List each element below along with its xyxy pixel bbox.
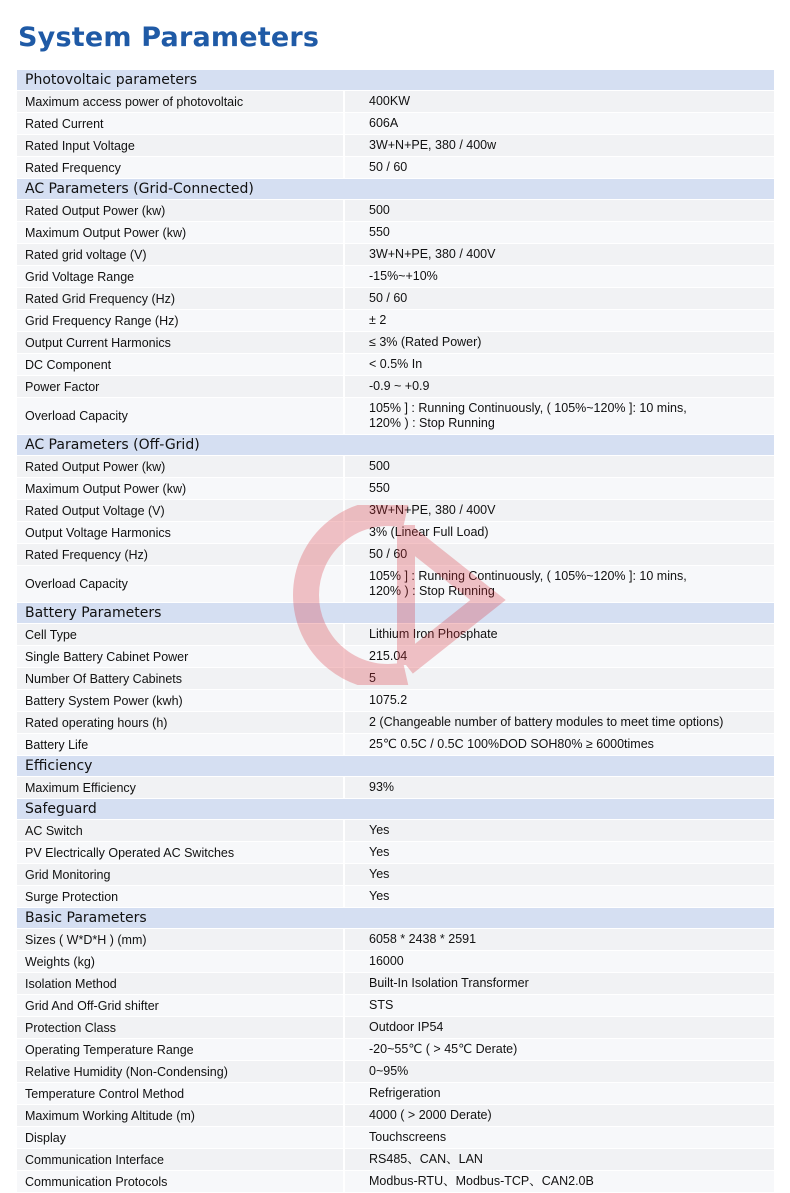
section-header: AC Parameters (Grid-Connected) xyxy=(17,179,774,200)
param-name: Output Current Harmonics xyxy=(17,332,345,353)
param-value: Touchscreens xyxy=(345,1127,774,1148)
param-value: 50 / 60 xyxy=(345,288,774,309)
table-row xyxy=(17,310,774,332)
param-name: Battery System Power (kwh) xyxy=(17,690,345,711)
param-name: Maximum Output Power (kw) xyxy=(17,222,345,243)
param-value: < 0.5% In xyxy=(345,354,774,375)
param-value: 5 xyxy=(345,668,774,689)
param-name: Communication Protocols xyxy=(17,1171,345,1192)
param-value: Outdoor IP54 xyxy=(345,1017,774,1038)
param-value: 550 xyxy=(345,478,774,499)
param-name: Operating Temperature Range xyxy=(17,1039,345,1060)
param-value: 16000 xyxy=(345,951,774,972)
param-value: ± 2 xyxy=(345,310,774,331)
param-value: 50 / 60 xyxy=(345,544,774,565)
param-name: Weights (kg) xyxy=(17,951,345,972)
param-value: 1075.2 xyxy=(345,690,774,711)
table-row xyxy=(17,624,774,646)
spec-table xyxy=(17,70,774,1193)
table-row xyxy=(17,566,774,603)
param-name: Maximum access power of photovoltaic xyxy=(17,91,345,112)
table-row xyxy=(17,288,774,310)
param-value: Yes xyxy=(345,886,774,907)
param-name: Grid Voltage Range xyxy=(17,266,345,287)
table-row xyxy=(17,734,774,756)
param-value: -20~55℃ ( > 45℃ Derate) xyxy=(345,1039,774,1060)
section-header: Safeguard xyxy=(17,799,774,820)
param-value: ≤ 3% (Rated Power) xyxy=(345,332,774,353)
param-value: 0~95% xyxy=(345,1061,774,1082)
param-value: STS xyxy=(345,995,774,1016)
table-row xyxy=(17,266,774,288)
table-row xyxy=(17,1083,774,1105)
param-value: Yes xyxy=(345,864,774,885)
table-row xyxy=(17,712,774,734)
param-value: -0.9 ~ +0.9 xyxy=(345,376,774,397)
param-name: Rated operating hours (h) xyxy=(17,712,345,733)
param-name: Rated Current xyxy=(17,113,345,134)
param-value: 500 xyxy=(345,200,774,221)
table-row xyxy=(17,842,774,864)
table-row xyxy=(17,1039,774,1061)
param-name: Overload Capacity xyxy=(17,398,345,434)
param-name: Isolation Method xyxy=(17,973,345,994)
table-row xyxy=(17,1127,774,1149)
param-name: Maximum Efficiency xyxy=(17,777,345,798)
param-value: 3W+N+PE, 380 / 400V xyxy=(345,500,774,521)
table-row xyxy=(17,1061,774,1083)
param-name: Temperature Control Method xyxy=(17,1083,345,1104)
table-row xyxy=(17,820,774,842)
table-row xyxy=(17,995,774,1017)
section-rows xyxy=(17,624,774,756)
table-row xyxy=(17,973,774,995)
param-name: Rated Output Power (kw) xyxy=(17,456,345,477)
table-row xyxy=(17,398,774,435)
param-name: Display xyxy=(17,1127,345,1148)
section-header: Battery Parameters xyxy=(17,603,774,624)
param-name: Single Battery Cabinet Power xyxy=(17,646,345,667)
param-name: Number Of Battery Cabinets xyxy=(17,668,345,689)
param-name: Rated Output Power (kw) xyxy=(17,200,345,221)
table-row xyxy=(17,690,774,712)
param-name: Maximum Output Power (kw) xyxy=(17,478,345,499)
param-value: Built-In Isolation Transformer xyxy=(345,973,774,994)
table-row xyxy=(17,200,774,222)
table-row xyxy=(17,157,774,179)
param-value: 3% (Linear Full Load) xyxy=(345,522,774,543)
section-header: AC Parameters (Off-Grid) xyxy=(17,435,774,456)
table-row xyxy=(17,244,774,266)
section-rows xyxy=(17,91,774,179)
param-value: 93% xyxy=(345,777,774,798)
param-name: Rated Grid Frequency (Hz) xyxy=(17,288,345,309)
param-name: Sizes ( W*D*H ) (mm) xyxy=(17,929,345,950)
param-name: Grid And Off-Grid shifter xyxy=(17,995,345,1016)
table-row xyxy=(17,777,774,799)
param-value: 606A xyxy=(345,113,774,134)
table-row xyxy=(17,1017,774,1039)
section-header: Basic Parameters xyxy=(17,908,774,929)
param-name: Protection Class xyxy=(17,1017,345,1038)
param-value: 50 / 60 xyxy=(345,157,774,178)
param-value: 550 xyxy=(345,222,774,243)
section-rows xyxy=(17,200,774,435)
param-value: Yes xyxy=(345,842,774,863)
param-name: Rated Frequency (Hz) xyxy=(17,544,345,565)
param-name: Rated grid voltage (V) xyxy=(17,244,345,265)
param-value: Yes xyxy=(345,820,774,841)
param-value: 105% ] : Running Continuously, ( 105%~120% ]: 10 mins, 120% ) : Stop Running xyxy=(345,398,774,434)
param-name: PV Electrically Operated AC Switches xyxy=(17,842,345,863)
table-row xyxy=(17,1105,774,1127)
table-row xyxy=(17,1171,774,1193)
param-value: 4000 ( > 2000 Derate) xyxy=(345,1105,774,1126)
table-row xyxy=(17,886,774,908)
table-row xyxy=(17,222,774,244)
page-title: System Parameters xyxy=(18,22,320,53)
param-name: Maximum Working Altitude (m) xyxy=(17,1105,345,1126)
section-rows xyxy=(17,929,774,1193)
table-row xyxy=(17,113,774,135)
param-value: 3W+N+PE, 380 / 400V xyxy=(345,244,774,265)
table-row xyxy=(17,522,774,544)
table-row xyxy=(17,332,774,354)
section-rows xyxy=(17,456,774,603)
param-name: DC Component xyxy=(17,354,345,375)
section-rows xyxy=(17,820,774,908)
table-row xyxy=(17,354,774,376)
param-value: Modbus-RTU、Modbus-TCP、CAN2.0B xyxy=(345,1171,774,1192)
param-name: Overload Capacity xyxy=(17,566,345,602)
table-row xyxy=(17,478,774,500)
param-name: Power Factor xyxy=(17,376,345,397)
table-row xyxy=(17,646,774,668)
table-row xyxy=(17,376,774,398)
section-rows xyxy=(17,777,774,799)
param-name: Output Voltage Harmonics xyxy=(17,522,345,543)
param-name: Rated Input Voltage xyxy=(17,135,345,156)
param-value: Lithium Iron Phosphate xyxy=(345,624,774,645)
param-value: 2 (Changeable number of battery modules to meet time options) xyxy=(345,712,774,733)
param-value: -15%~+10% xyxy=(345,266,774,287)
param-name: Grid Monitoring xyxy=(17,864,345,885)
table-row xyxy=(17,135,774,157)
param-value: Refrigeration xyxy=(345,1083,774,1104)
param-value: 6058 * 2438 * 2591 xyxy=(345,929,774,950)
section-header: Photovoltaic parameters xyxy=(17,70,774,91)
param-name: Battery Life xyxy=(17,734,345,755)
param-value: RS485、CAN、LAN xyxy=(345,1149,774,1170)
param-value: 500 xyxy=(345,456,774,477)
table-row xyxy=(17,929,774,951)
table-row xyxy=(17,456,774,478)
param-name: Rated Output Voltage (V) xyxy=(17,500,345,521)
param-name: Surge Protection xyxy=(17,886,345,907)
table-row xyxy=(17,668,774,690)
section-header: Efficiency xyxy=(17,756,774,777)
table-row xyxy=(17,951,774,973)
param-value: 3W+N+PE, 380 / 400w xyxy=(345,135,774,156)
param-name: Grid Frequency Range (Hz) xyxy=(17,310,345,331)
table-row xyxy=(17,1149,774,1171)
table-row xyxy=(17,500,774,522)
param-name: Cell Type xyxy=(17,624,345,645)
param-value: 215.04 xyxy=(345,646,774,667)
table-row xyxy=(17,544,774,566)
param-value: 105% ] : Running Continuously, ( 105%~120% ]: 10 mins, 120% ) : Stop Running xyxy=(345,566,774,602)
param-value: 25℃ 0.5C / 0.5C 100%DOD SOH80% ≥ 6000times xyxy=(345,734,774,755)
param-name: AC Switch xyxy=(17,820,345,841)
param-name: Rated Frequency xyxy=(17,157,345,178)
table-row xyxy=(17,864,774,886)
param-name: Communication Interface xyxy=(17,1149,345,1170)
param-value: 400KW xyxy=(345,91,774,112)
table-row xyxy=(17,91,774,113)
param-name: Relative Humidity (Non-Condensing) xyxy=(17,1061,345,1082)
